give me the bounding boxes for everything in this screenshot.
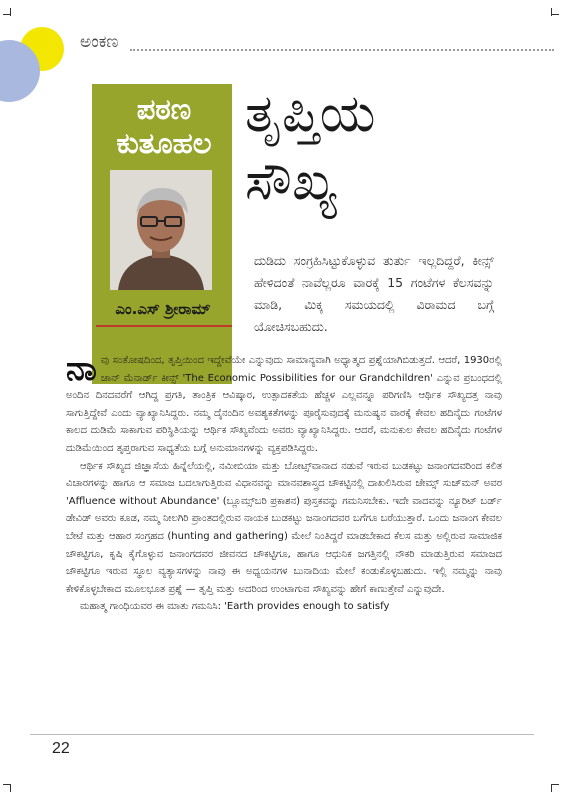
- section-divider: [130, 49, 554, 51]
- column-name-line2: ಕುತೂಹಲ: [116, 126, 212, 160]
- drop-cap: ನಾ: [66, 349, 97, 389]
- body-paragraph-text: ವು ಸಂತೋಷದಿಂದ, ತೃಪ್ತಿಯಿಂದ ಇದ್ದೇವೆಯೇ ಎನ್ನುವುದು ಸಾಮಾನ್ಯವಾಗಿ ಅಧ್ಯಾತ್ಮದ ಪ್ರಶ್ನೆಯಾಗಿಬಿಡುತ್ತದೆ. ಆದರೆ, 1930ರಲ್ಲಿ ಜಾನ್ ಮೆನಾರ್ಡ್ ಕೀನ್ಸ್ 'The Economic Possibilities for our Grandchildren' ಎನ್ನುವ ಪ್ರಬಂಧದಲ್ಲಿ ಅಂದಿನ ದಿನದವರೆಗೆ ಆಗಿದ್ದ ಪ್ರಗತಿ, ತಾಂತ್ರಿಕ ಆವಿಷ್ಕಾರ, ಉತ್ಪಾದಕತೆಯ ಹೆಚ್ಚಳ ಎಲ್ಲವನ್ನೂ ಪರಿಗಣಿಸಿ ಆರ್ಥಿಕ ಸೌಖ್ಯದತ್ತ ನಾವು ಸಾಗುತ್ತಿದ್ದೇವೆ ಎಂದು ವ್ಯಾಖ್ಯಾನಿಸಿದ್ದರು. ನಮ್ಮ ದೈನಂದಿನ ಅವಶ್ಯಕತೆಗಳನ್ನು ಪೂರೈಸುವುದಕ್ಕೆ ಮನುಷ್ಯನ ವಾರಕ್ಕೆ ಕೇವಲ ಹದಿನೈದು ಗಂಟೆಗಳ ಕಾಲದ ದುಡಿಮೆ ಸಾಕಾಗುವ ಪರಿಸ್ಥಿತಿಯನ್ನು ಆರ್ಥಿಕ ಸೌಖ್ಯವೆಂದು ಅವರು ವ್ಯಾಖ್ಯಾನಿಸಿದ್ದರು. ಆದರೆ, ಮನುಕುಲ ಕೇವಲ ಹದಿನೈದು ಗಂಟೆಗಳ ದುಡಿಮೆಯಿಂದ ತೃಪ್ತರಾಗುವ ಸಾಧ್ಯತೆಯ ಬಗ್ಗೆ ಅನುಮಾನಗಳನ್ನು ವ್ಯಕ್ತಪಡಿಸಿದ್ದರು.: [66, 355, 502, 454]
- author-name: ಎಂ.ಎಸ್ ಶ್ರೀರಾಮ್: [115, 300, 211, 318]
- column-name-line1: ಪಠಣ: [136, 92, 192, 126]
- article-body: [66, 349, 502, 616]
- author-portrait: [110, 170, 212, 290]
- article-headline: [245, 80, 545, 216]
- article-standfirst: ದುಡಿದು ಸಂಗ್ರಹಿಸಿಟ್ಟುಕೊಳ್ಳುವ ತುರ್ತು ಇಲ್ಲದಿದ್ದರೆ, ಕೀನ್ಸ್ ಹೇಳಿದಂತೆ ನಾವೆಲ್ಲರೂ ವಾರಕ್ಕೆ 15 ಗಂಟೆಗಳ ಕೆಲಸವನ್ನು ಮಾಡಿ, ಮಿಕ್ಕ ಸಮಯದಲ್ಲಿ ವಿರಾಮದ ಬಗ್ಗೆ ಯೋಚಿಸಬಹುದು.: [254, 253, 494, 334]
- footer-divider: [30, 734, 534, 735]
- crop-mark: [551, 784, 552, 792]
- crop-mark: [551, 784, 559, 785]
- section-label: ಅಂಕಣ: [80, 32, 119, 52]
- headline-line2: ಸೌಖ್ಯ: [245, 152, 337, 212]
- crop-mark: [10, 784, 11, 792]
- body-paragraph: [66, 349, 502, 458]
- headline-line1: ತೃಪ್ತಿಯ: [245, 84, 376, 144]
- body-paragraph: ಮಹಾತ್ಮ ಗಾಂಧಿಯವರ ಈ ಮಾತು ಗಮನಿಸಿ: 'Earth provides enough to satisfy: [80, 601, 390, 613]
- column-name: [104, 92, 224, 160]
- body-paragraph: ಆರ್ಥಿಕ ಸೌಖ್ಯದ ಜಿಜ್ಞಾಸೆಯ ಹಿನ್ನೆಲೆಯಲ್ಲಿ, ನಮೀಬಿಯಾ ಮತ್ತು ಬೋಟ್ಸ್‌ವಾನಾದ ನಡುವೆ ಇರುವ ಬುಡಕಟ್ಟು ಜನಾಂಗದವರಿಂದ ಕಲಿತ ವಿಚಾರಗಳನ್ನು ಹಾಗೂ ಆ ಸಮಾಜ ಬದಲಾಗುತ್ತಿರುವ ವಿಧಾನವನ್ನು ಮಾನವಶಾಸ್ತ್ರದ ಚೌಕಟ್ಟಿನಲ್ಲಿ ದಾಖಲಿಸಿರುವ ಜೇಮ್ಸ್ ಸುಜ್‌ಮನ್ ಅವರ 'Affluence without Abundance' (ಬ್ಲೂಮ್ಸ್‌ಬರಿ ಪ್ರಕಾಶನ) ಪುಸ್ತಕವನ್ನು ಗಮನಿಸಬೇಕು. ಇದೇ ವಾದವನ್ನು ನ್ಯೂರಿಟ್ ಬರ್ಡ್ ಡೇವಿಡ್ ಅವರು ಕೂಡ, ನಮ್ಮ ನೀಲಗಿರಿ ಪ್ರಾಂತದಲ್ಲಿರುವ ನಾಯಕ ಬುಡಕಟ್ಟು ಜನಾಂಗದವರ ಬಗೆಗೂ ಬರೆಯುತ್ತಾರೆ. ಒಂದು ಜನಾಂಗ ಕೇವಲ ಬೇಟೆ ಮತ್ತು ಆಹಾರ ಸಂಗ್ರಹದ (hunting and gathering) ಮೇಲೆ ನಿಂತಿದ್ದರೆ ಮಾಡಬೇಕಾದ ಕೆಲಸ ಮತ್ತು ಅಲ್ಲಿರುವ ಸಾಮಾಜಿಕ ಚೌಕಟ್ಟಿಗೂ, ಕೃಷಿ ಕೈಗೊಳ್ಳುವ ಜನಾಂಗದವರ ಜೀವನದ ಚೌಕಟ್ಟಿಗೂ, ಹಾಗೂ ಆಧುನಿಕ ಜಗತ್ತಿನಲ್ಲಿ ನೌಕರಿ ಮಾಡುತ್ತಿರುವ ಸಮಾಜದ ಚೌಕಟ್ಟಿಗೂ ಇರುವ ಸ್ಥೂಲ ವ್ಯತ್ಯಾಸಗಳನ್ನು ನಾವು ಈ ಅಧ್ಯಯನಗಳ ಬುನಾದಿಯ ಮೇಲೆ ಕಂಡುಕೊಳ್ಳಬಹುದು. ಇಲ್ಲಿ ನಮ್ಮನ್ನು ನಾವು ಕೇಳಿಕೊಳ್ಳಬೇಕಾದ ಮೂಲಭೂತ ಪ್ರಶ್ನೆ — ತೃಪ್ತಿ ಮತ್ತು ಅದರಿಂದ ಉಂಟಾಗುವ ಸೌಖ್ಯವನ್ನು ಹೇಗೆ ಕಾಣುತ್ತೇವೆ ಎನ್ನುವುದೇ.: [66, 460, 502, 595]
- crop-mark: [3, 14, 11, 15]
- author-underline: [96, 325, 232, 327]
- author-portrait-illustration: [110, 170, 212, 290]
- crop-mark: [3, 784, 11, 785]
- crop-mark: [551, 14, 559, 15]
- page-number: 22: [52, 740, 70, 757]
